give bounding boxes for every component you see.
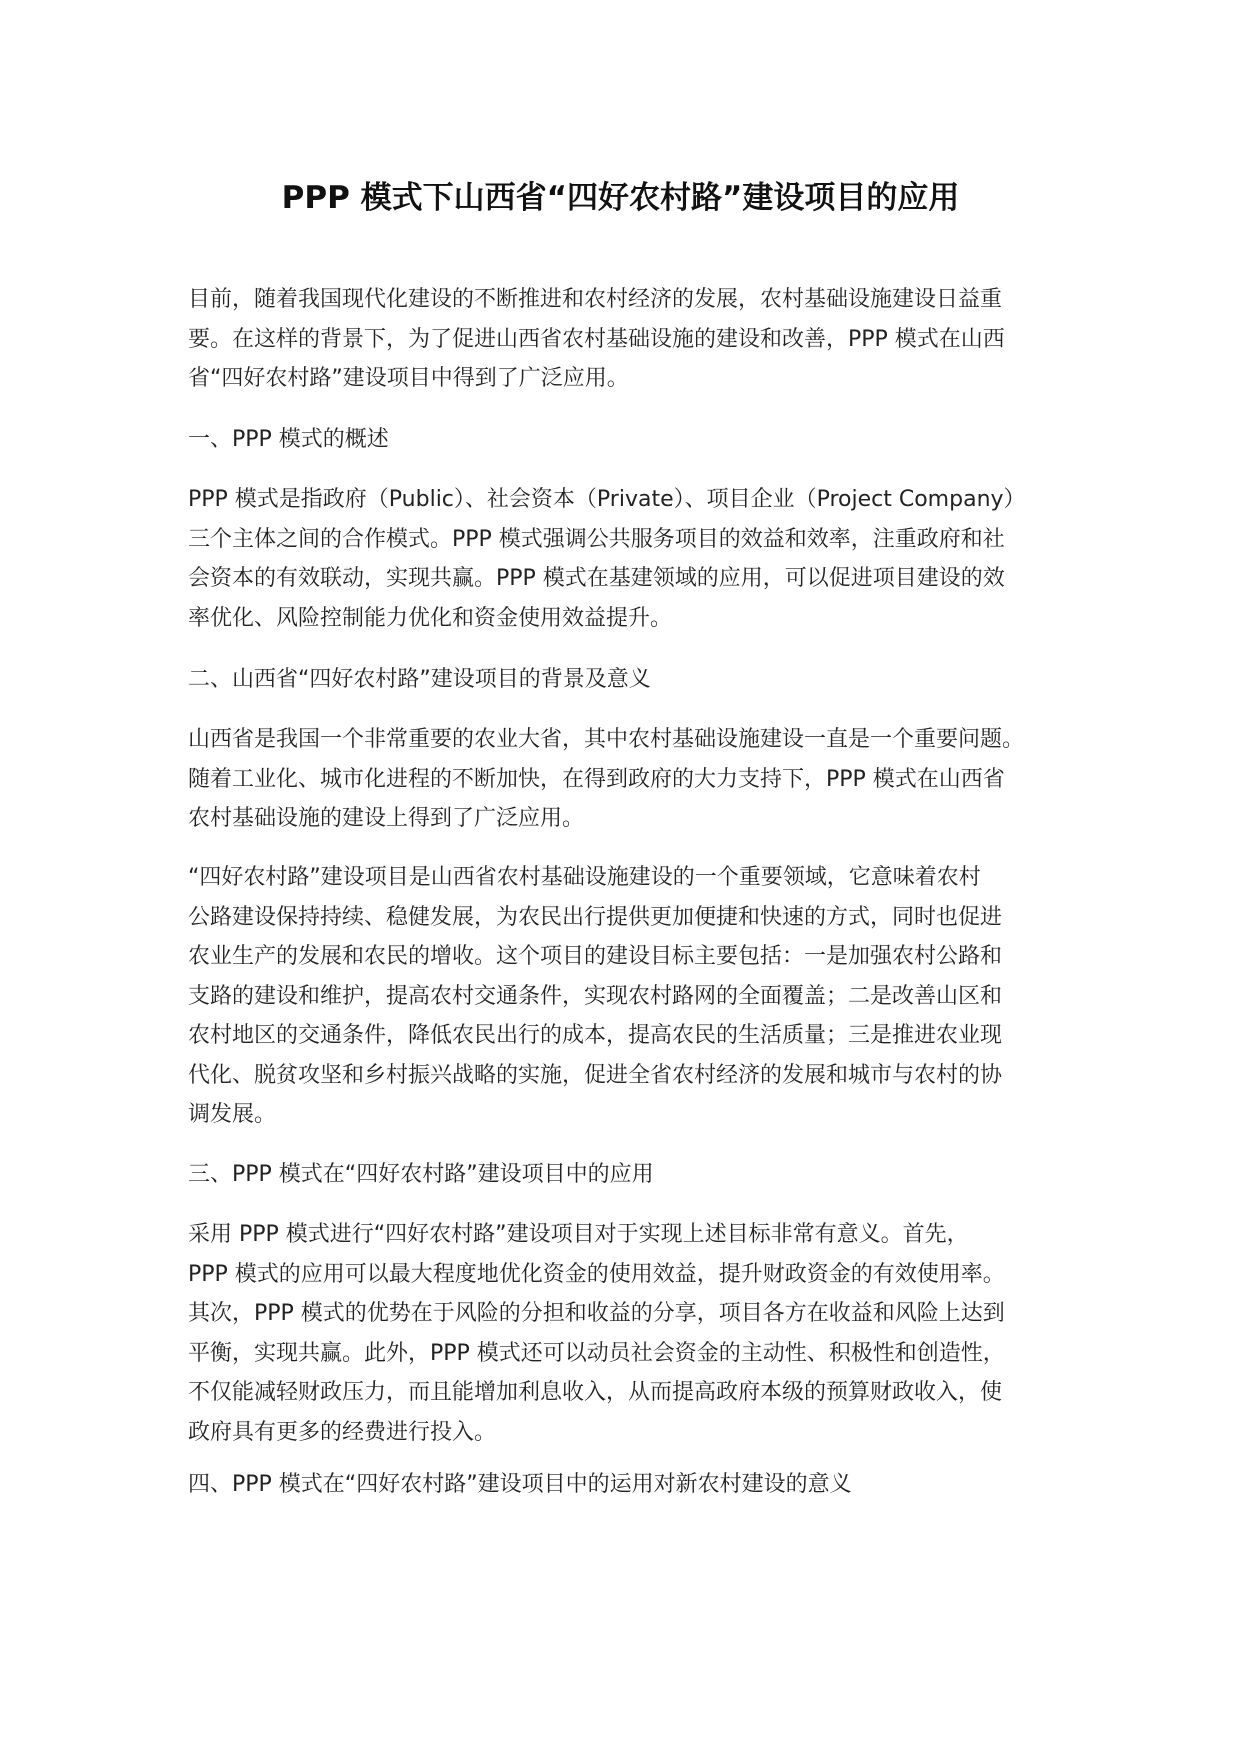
- paragraph-intro: 目前，随着我国现代化建设的不断推进和农村经济的发展，农村基础设施建设日益重 要。在这样的背景下，为了促进山西省农村基础设施的建设和改善，PPP 模式在山西 省“四好农村路”建设项目中得到了广泛应用。: [188, 287, 1005, 391]
- section-heading-3: 三、PPP 模式在“四好农村路”建设项目中的应用: [188, 1162, 654, 1187]
- document-title: PPP 模式下山西省“四好农村路”建设项目的应用: [281, 180, 960, 216]
- paragraph-ppp-application: 采用 PPP 模式进行“四好农村路”建设项目对于实现上述目标非常有意义。首先， PPP 模式的应用可以最大程度地优化资金的使用效益，提升财政资金的有效使用率。 其次，PPP 模式的优势在于风险的分担和收益的分享，项目各方在收益和风险上达到 平衡，实现共赢。此外，PPP 模式还可以动员社会资金的主动性、积极性和创造性， 不仅能减轻财政压力，而且能增加利息收入，从而提高政府本级的预算财政收入，使 政府具有更多的经费进行投入。: [188, 1222, 1005, 1445]
- paragraph-ppp-overview: PPP 模式是指政府（Public）、社会资本（Private）、项目企业（Project Company） 三个主体之间的合作模式。PPP 模式强调公共服务项目的效益和效率，注重政府和社 会资本的有效联动，实现共赢。PPP 模式在基建领域的应用，可以促进项目建设的效 率优化、风险控制能力优化和资金使用效益提升。: [188, 487, 1026, 631]
- section-heading-1: 一、PPP 模式的概述: [188, 427, 389, 452]
- section-heading-4: 四、PPP 模式在“四好农村路”建设项目中的运用对新农村建设的意义: [188, 1472, 852, 1497]
- paragraph-shanxi-background: 山西省是我国一个非常重要的农业大省，其中农村基础设施建设一直是一个重要问题。 随着工业化、城市化进程的不断加快，在得到政府的大力支持下，PPP 模式在山西省 农村基础设施的建设上得到了广泛应用。: [188, 727, 1025, 831]
- section-heading-2: 二、山西省“四好农村路”建设项目的背景及意义: [188, 667, 651, 692]
- paragraph-project-significance: “四好农村路”建设项目是山西省农村基础设施建设的一个重要领域，它意味着农村 公路建设保持持续、稳健发展，为农民出行提供更加便捷和快速的方式，同时也促进 农业生产的发展和农民的增收。这个项目的建设目标主要包括：一是加强农村公路和 支路的建设和维护，提高农村交通条件，实现农村路网的全面覆盖；二是改善山区和 农村地区的交通条件，降低农民出行的成本，提高农民的生活质量；三是推进农业现 代化、脱贫攻坚和乡村振兴战略的实施，促进全省农村经济的发展和城市与农村的协 调发展。: [188, 865, 1003, 1127]
